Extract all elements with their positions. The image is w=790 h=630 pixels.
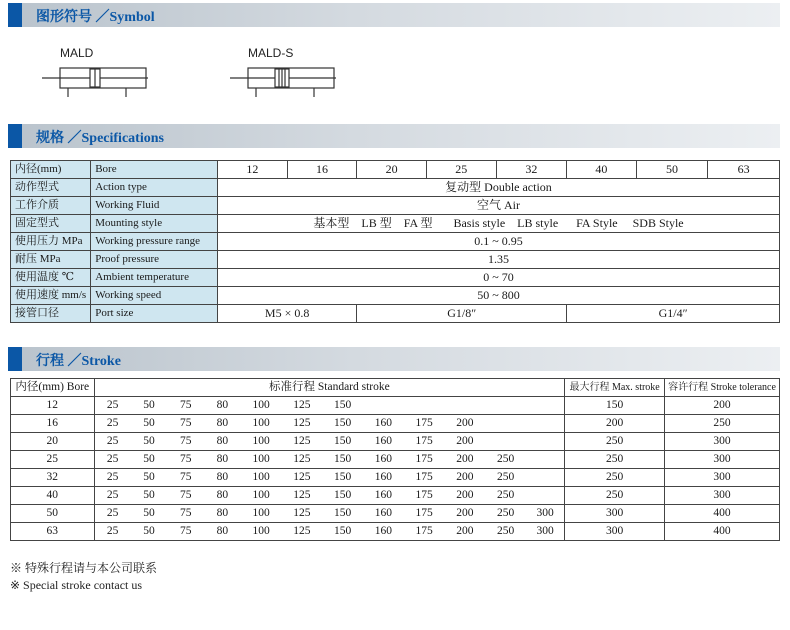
stroke-tolerance-cell: 300	[665, 469, 780, 487]
stroke-value-cell: 100	[241, 451, 282, 469]
stroke-value-cell: 50	[131, 415, 168, 433]
stroke-value-cell: 125	[281, 469, 322, 487]
stroke-value-cell: 250	[485, 487, 526, 505]
spec-label-en: Working pressure range	[91, 233, 218, 251]
stroke-value-cell	[485, 397, 526, 415]
stroke-row	[11, 505, 780, 523]
stroke-bore-cell: 40	[11, 487, 95, 505]
spec-label-en: Working Fluid	[91, 197, 218, 215]
stroke-row	[11, 523, 780, 541]
stroke-value-cell: 160	[363, 451, 404, 469]
port-size-value: G1/4″	[567, 305, 780, 323]
stroke-bore-cell: 50	[11, 505, 95, 523]
stroke-value-cell: 125	[281, 415, 322, 433]
stroke-value-cell: 125	[281, 451, 322, 469]
stroke-header-tolerance: 容许行程 Stroke tolerance	[665, 379, 780, 397]
stroke-value-cell: 80	[204, 469, 241, 487]
stroke-value-cell: 75	[167, 397, 204, 415]
stroke-value-cell: 175	[404, 451, 445, 469]
spec-value: 50 ~ 800	[217, 287, 779, 305]
stroke-value-cell	[526, 469, 565, 487]
spec-label-en: Action type	[91, 179, 218, 197]
stroke-value-cell: 100	[241, 487, 282, 505]
stroke-value-cell: 50	[131, 487, 168, 505]
spec-label-cn: 使用速度 mm/s	[11, 287, 91, 305]
stroke-tolerance-cell: 300	[665, 487, 780, 505]
stroke-value-cell	[363, 397, 404, 415]
bore-cell: 12	[217, 161, 287, 179]
stroke-value-cell: 200	[444, 451, 485, 469]
port-size-value: M5 × 0.8	[217, 305, 356, 323]
stroke-value-cell: 250	[485, 523, 526, 541]
stroke-value-cell: 100	[241, 397, 282, 415]
stroke-value-cell: 75	[167, 451, 204, 469]
stroke-value-cell: 200	[444, 505, 485, 523]
spec-label-cn: 使用温度 ℃	[11, 269, 91, 287]
stroke-value-cell: 160	[363, 415, 404, 433]
stroke-value-cell	[404, 397, 445, 415]
spec-label-en: Port size	[91, 305, 218, 323]
stroke-tolerance-cell: 250	[665, 415, 780, 433]
stroke-value-cell: 175	[404, 433, 445, 451]
section-header-spec	[8, 124, 780, 148]
bore-cell: 25	[426, 161, 496, 179]
stroke-value-cell: 125	[281, 523, 322, 541]
stroke-value-cell: 80	[204, 415, 241, 433]
symbol-label-mald-s: MALD-S	[248, 46, 294, 60]
section-title: 图形符号 ／Symbol	[36, 10, 155, 25]
section-header-stroke	[8, 347, 780, 371]
stroke-max-cell: 200	[565, 415, 665, 433]
spec-value: 0.1 ~ 0.95	[217, 233, 779, 251]
stroke-row	[11, 397, 780, 415]
stroke-value-cell: 80	[204, 487, 241, 505]
spec-label-cn: 工作介质	[11, 197, 91, 215]
stroke-value-cell	[526, 433, 565, 451]
stroke-max-cell: 250	[565, 433, 665, 451]
stroke-bore-cell: 16	[11, 415, 95, 433]
stroke-header-standard: 标准行程 Standard stroke	[94, 379, 565, 397]
stroke-tolerance-cell: 300	[665, 451, 780, 469]
stroke-value-cell: 25	[94, 415, 131, 433]
stroke-value-cell: 75	[167, 469, 204, 487]
spec-label-en: Ambient temperature	[91, 269, 218, 287]
spec-label-cn: 接管口径	[11, 305, 91, 323]
stroke-max-cell: 300	[565, 523, 665, 541]
spec-row-port-size	[11, 305, 780, 323]
stroke-value-cell: 125	[281, 397, 322, 415]
stroke-value-cell: 75	[167, 415, 204, 433]
bore-cell: 40	[567, 161, 637, 179]
stroke-value-cell: 160	[363, 487, 404, 505]
stroke-value-cell: 80	[204, 433, 241, 451]
stroke-value-cell: 200	[444, 415, 485, 433]
stroke-tolerance-cell: 400	[665, 523, 780, 541]
stroke-value-cell: 175	[404, 523, 445, 541]
stroke-max-cell: 250	[565, 451, 665, 469]
stroke-value-cell: 80	[204, 397, 241, 415]
spec-value: 基本型 LB 型 FA 型 Basis style LB style FA Style SDB Style	[217, 215, 779, 233]
stroke-value-cell: 50	[131, 433, 168, 451]
stroke-value-cell	[526, 415, 565, 433]
stroke-row	[11, 469, 780, 487]
stroke-value-cell: 150	[322, 397, 363, 415]
section-title: 规格 ／Specifications	[36, 131, 164, 146]
stroke-value-cell: 150	[322, 469, 363, 487]
stroke-value-cell: 50	[131, 523, 168, 541]
spec-row-mounting-style	[11, 215, 780, 233]
stroke-header-bore: 内径(mm) Bore	[11, 379, 95, 397]
stroke-value-cell: 250	[485, 505, 526, 523]
stroke-value-cell: 25	[94, 505, 131, 523]
stroke-value-cell: 100	[241, 469, 282, 487]
stroke-bore-cell: 32	[11, 469, 95, 487]
spec-label-cn: 使用压力 MPa	[11, 233, 91, 251]
spec-row-action-type	[11, 179, 780, 197]
stroke-max-cell: 150	[565, 397, 665, 415]
stroke-value-cell: 80	[204, 451, 241, 469]
section-header-symbol	[8, 3, 780, 27]
spec-label-cn: 内径(mm)	[11, 161, 91, 179]
spec-row-working-speed	[11, 287, 780, 305]
stroke-value-cell: 200	[444, 469, 485, 487]
stroke-value-cell: 25	[94, 451, 131, 469]
bore-cell: 20	[357, 161, 427, 179]
stroke-value-cell	[526, 397, 565, 415]
stroke-value-cell: 150	[322, 451, 363, 469]
stroke-bore-cell: 25	[11, 451, 95, 469]
stroke-value-cell: 150	[322, 433, 363, 451]
stroke-value-cell: 100	[241, 433, 282, 451]
stroke-value-cell: 50	[131, 469, 168, 487]
stroke-value-cell	[485, 433, 526, 451]
note-en: ※ Special stroke contact us	[10, 578, 143, 592]
spec-value: 1.35	[217, 251, 779, 269]
symbol-label-mald: MALD	[60, 46, 94, 60]
stroke-value-cell: 175	[404, 469, 445, 487]
spec-row-ambient-temperature	[11, 269, 780, 287]
stroke-header-row	[11, 379, 780, 397]
stroke-value-cell: 160	[363, 523, 404, 541]
stroke-value-cell: 250	[485, 469, 526, 487]
stroke-max-cell: 250	[565, 487, 665, 505]
stroke-value-cell: 75	[167, 433, 204, 451]
stroke-value-cell	[526, 487, 565, 505]
stroke-value-cell	[444, 397, 485, 415]
stroke-value-cell: 125	[281, 505, 322, 523]
stroke-value-cell: 125	[281, 487, 322, 505]
spec-row-bore	[11, 161, 780, 179]
spec-label-cn: 耐压 MPa	[11, 251, 91, 269]
stroke-row	[11, 433, 780, 451]
stroke-row	[11, 451, 780, 469]
bore-cell: 16	[287, 161, 357, 179]
spec-row-working-fluid	[11, 197, 780, 215]
stroke-value-cell: 250	[485, 451, 526, 469]
stroke-value-cell: 50	[131, 451, 168, 469]
stroke-value-cell: 25	[94, 487, 131, 505]
stroke-value-cell: 175	[404, 415, 445, 433]
section-accent	[8, 3, 22, 27]
stroke-value-cell	[485, 415, 526, 433]
stroke-tolerance-cell: 200	[665, 397, 780, 415]
stroke-value-cell: 75	[167, 487, 204, 505]
stroke-table	[10, 378, 780, 541]
stroke-bore-cell: 12	[11, 397, 95, 415]
stroke-value-cell: 160	[363, 433, 404, 451]
cylinder-symbol-mald-s	[226, 60, 346, 100]
stroke-value-cell	[526, 451, 565, 469]
stroke-value-cell: 75	[167, 505, 204, 523]
stroke-value-cell: 25	[94, 433, 131, 451]
port-size-value: G1/8″	[357, 305, 567, 323]
spec-row-working-pressure	[11, 233, 780, 251]
spec-label-en: Mounting style	[91, 215, 218, 233]
bore-cell: 32	[496, 161, 567, 179]
stroke-value-cell: 175	[404, 487, 445, 505]
section-title: 行程 ／Stroke	[36, 354, 121, 369]
section-accent	[8, 347, 22, 371]
stroke-value-cell: 80	[204, 505, 241, 523]
stroke-bore-cell: 20	[11, 433, 95, 451]
bore-cell: 50	[636, 161, 708, 179]
stroke-value-cell: 75	[167, 523, 204, 541]
spec-label-en: Bore	[91, 161, 218, 179]
cylinder-symbol-mald	[38, 60, 158, 100]
spec-label-cn: 固定型式	[11, 215, 91, 233]
stroke-value-cell: 200	[444, 487, 485, 505]
stroke-tolerance-cell: 300	[665, 433, 780, 451]
stroke-value-cell: 160	[363, 505, 404, 523]
stroke-value-cell: 200	[444, 433, 485, 451]
stroke-value-cell: 100	[241, 505, 282, 523]
stroke-value-cell: 150	[322, 415, 363, 433]
stroke-value-cell: 80	[204, 523, 241, 541]
stroke-value-cell: 175	[404, 505, 445, 523]
stroke-value-cell: 200	[444, 523, 485, 541]
stroke-row	[11, 487, 780, 505]
stroke-value-cell: 300	[526, 523, 565, 541]
stroke-header-max: 最大行程 Max. stroke	[565, 379, 665, 397]
stroke-value-cell: 50	[131, 505, 168, 523]
bore-cell: 63	[708, 161, 780, 179]
note-cn: ※ 特殊行程请与本公司联系	[10, 561, 158, 575]
stroke-value-cell: 25	[94, 523, 131, 541]
stroke-value-cell: 150	[322, 505, 363, 523]
stroke-value-cell: 100	[241, 415, 282, 433]
stroke-value-cell: 150	[322, 523, 363, 541]
spec-value: 0 ~ 70	[217, 269, 779, 287]
stroke-value-cell: 300	[526, 505, 565, 523]
stroke-value-cell: 125	[281, 433, 322, 451]
spec-label-en: Working speed	[91, 287, 218, 305]
stroke-tolerance-cell: 400	[665, 505, 780, 523]
specifications-table	[10, 160, 780, 323]
stroke-value-cell: 160	[363, 469, 404, 487]
stroke-max-cell: 250	[565, 469, 665, 487]
spec-label-en: Proof pressure	[91, 251, 218, 269]
spec-value: 空气 Air	[217, 197, 779, 215]
stroke-value-cell: 100	[241, 523, 282, 541]
stroke-value-cell: 150	[322, 487, 363, 505]
spec-label-cn: 动作型式	[11, 179, 91, 197]
spec-value: 复动型 Double action	[217, 179, 779, 197]
stroke-row	[11, 415, 780, 433]
stroke-value-cell: 50	[131, 397, 168, 415]
stroke-value-cell: 25	[94, 469, 131, 487]
stroke-bore-cell: 63	[11, 523, 95, 541]
stroke-value-cell: 25	[94, 397, 131, 415]
section-accent	[8, 124, 22, 148]
spec-row-proof-pressure	[11, 251, 780, 269]
stroke-max-cell: 300	[565, 505, 665, 523]
